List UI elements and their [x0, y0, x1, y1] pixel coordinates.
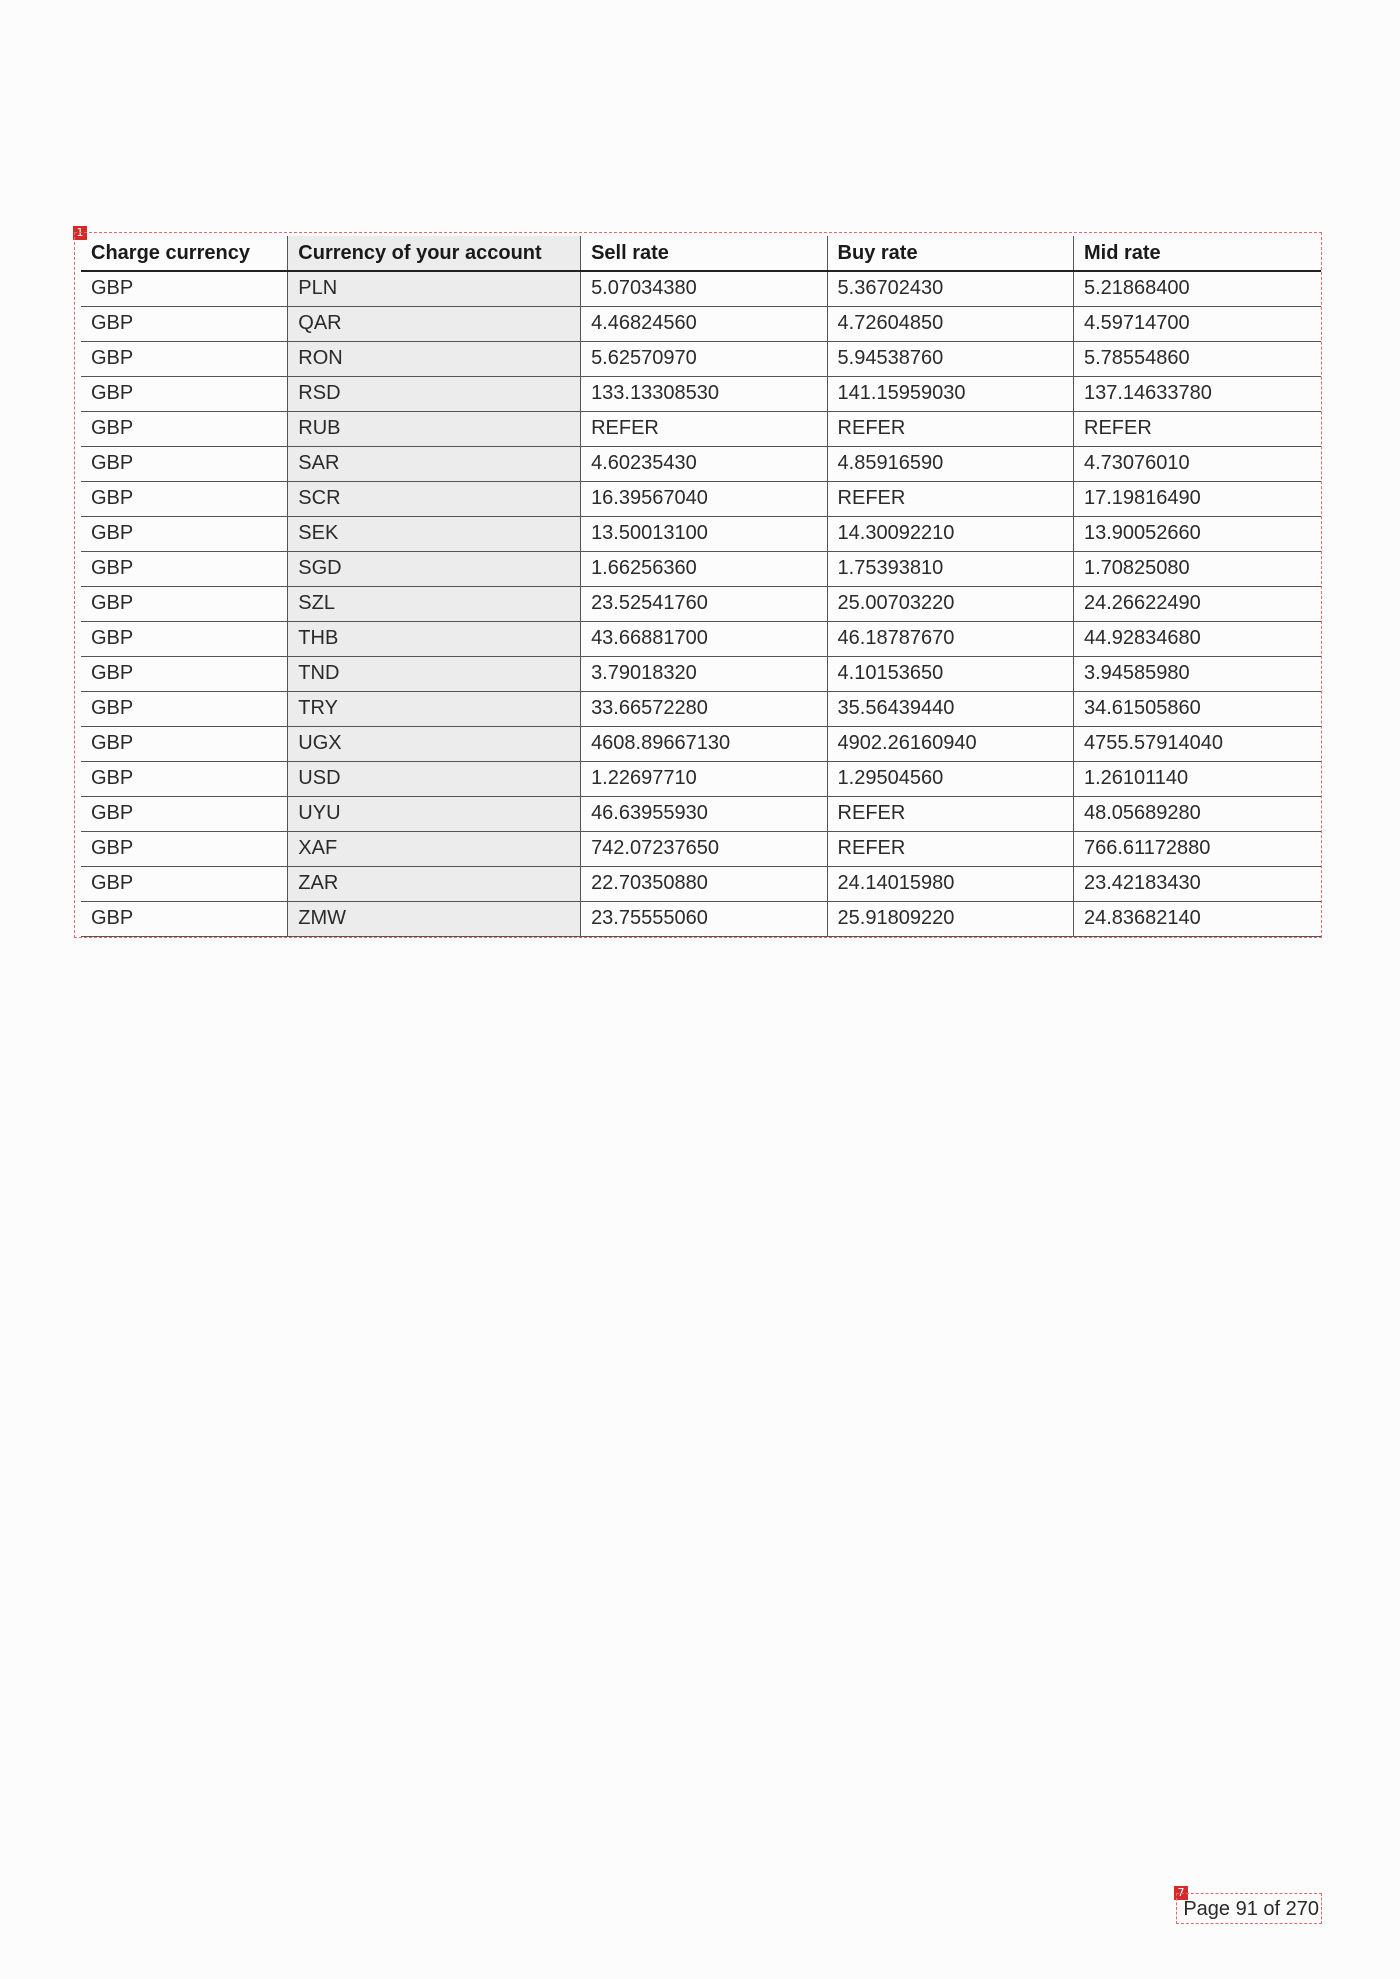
charge-currency-cell: GBP [81, 551, 288, 586]
account-currency-cell: ZMW [288, 901, 581, 936]
sell-rate-cell: 1.22697710 [581, 761, 827, 796]
mid-rate-cell: 17.19816490 [1074, 481, 1322, 516]
charge-currency-cell: GBP [81, 831, 288, 866]
mid-rate-cell: 1.70825080 [1074, 551, 1322, 586]
sell-rate-cell: 22.70350880 [581, 866, 827, 901]
mid-rate-cell: 44.92834680 [1074, 621, 1322, 656]
sell-rate-cell: 33.66572280 [581, 691, 827, 726]
sell-rate-cell: 23.52541760 [581, 586, 827, 621]
table-row [81, 446, 1321, 481]
account-currency-cell: TRY [288, 691, 581, 726]
table-row [81, 656, 1321, 691]
mid-rate-cell: 48.05689280 [1074, 796, 1322, 831]
header-charge-currency: Charge currency [81, 236, 288, 271]
charge-currency-cell: GBP [81, 621, 288, 656]
table-row [81, 551, 1321, 586]
table-row [81, 831, 1321, 866]
mid-rate-cell: REFER [1074, 411, 1322, 446]
charge-currency-cell: GBP [81, 271, 288, 306]
header-mid-rate: Mid rate [1074, 236, 1322, 271]
charge-currency-cell: GBP [81, 656, 288, 691]
account-currency-cell: XAF [288, 831, 581, 866]
sell-rate-cell: 5.07034380 [581, 271, 827, 306]
buy-rate-cell: 4902.26160940 [827, 726, 1073, 761]
table-header-row [81, 236, 1321, 271]
account-currency-cell: SCR [288, 481, 581, 516]
sell-rate-cell: 46.63955930 [581, 796, 827, 831]
buy-rate-cell: 14.30092210 [827, 516, 1073, 551]
table-row [81, 796, 1321, 831]
buy-rate-cell: 35.56439440 [827, 691, 1073, 726]
sell-rate-cell: 13.50013100 [581, 516, 827, 551]
account-currency-cell: RON [288, 341, 581, 376]
buy-rate-cell: 24.14015980 [827, 866, 1073, 901]
account-currency-cell: RUB [288, 411, 581, 446]
buy-rate-cell: REFER [827, 831, 1073, 866]
mid-rate-cell: 766.61172880 [1074, 831, 1322, 866]
sell-rate-cell: 4608.89667130 [581, 726, 827, 761]
buy-rate-cell: 4.85916590 [827, 446, 1073, 481]
account-currency-cell: SZL [288, 586, 581, 621]
mid-rate-cell: 4755.57914040 [1074, 726, 1322, 761]
buy-rate-cell: 25.00703220 [827, 586, 1073, 621]
table-row [81, 376, 1321, 411]
buy-rate-cell: REFER [827, 796, 1073, 831]
charge-currency-cell: GBP [81, 866, 288, 901]
charge-currency-cell: GBP [81, 306, 288, 341]
table-row [81, 411, 1321, 446]
region-marker-footer: 7 [1174, 1886, 1188, 1900]
charge-currency-cell: GBP [81, 726, 288, 761]
charge-currency-cell: GBP [81, 691, 288, 726]
account-currency-cell: UYU [288, 796, 581, 831]
sell-rate-cell: 133.13308530 [581, 376, 827, 411]
sell-rate-cell: 16.39567040 [581, 481, 827, 516]
charge-currency-cell: GBP [81, 796, 288, 831]
header-account-currency: Currency of your account [288, 236, 581, 271]
table-row [81, 586, 1321, 621]
buy-rate-cell: 25.91809220 [827, 901, 1073, 936]
table-row [81, 901, 1321, 936]
sell-rate-cell: 3.79018320 [581, 656, 827, 691]
sell-rate-cell: REFER [581, 411, 827, 446]
buy-rate-cell: 5.94538760 [827, 341, 1073, 376]
table-row [81, 481, 1321, 516]
header-sell-rate: Sell rate [581, 236, 827, 271]
charge-currency-cell: GBP [81, 516, 288, 551]
sell-rate-cell: 5.62570970 [581, 341, 827, 376]
table-row [81, 271, 1321, 306]
sell-rate-cell: 1.66256360 [581, 551, 827, 586]
mid-rate-cell: 1.26101140 [1074, 761, 1322, 796]
header-buy-rate: Buy rate [827, 236, 1073, 271]
rates-table-region [74, 232, 1322, 938]
charge-currency-cell: GBP [81, 586, 288, 621]
mid-rate-cell: 3.94585980 [1074, 656, 1322, 691]
charge-currency-cell: GBP [81, 901, 288, 936]
charge-currency-cell: GBP [81, 761, 288, 796]
account-currency-cell: UGX [288, 726, 581, 761]
charge-currency-cell: GBP [81, 341, 288, 376]
buy-rate-cell: 4.72604850 [827, 306, 1073, 341]
account-currency-cell: SAR [288, 446, 581, 481]
charge-currency-cell: GBP [81, 481, 288, 516]
mid-rate-cell: 5.21868400 [1074, 271, 1322, 306]
sell-rate-cell: 4.46824560 [581, 306, 827, 341]
account-currency-cell: ZAR [288, 866, 581, 901]
buy-rate-cell: 46.18787670 [827, 621, 1073, 656]
buy-rate-cell: 5.36702430 [827, 271, 1073, 306]
table-row [81, 621, 1321, 656]
charge-currency-cell: GBP [81, 446, 288, 481]
region-marker-table: 1 [73, 226, 87, 240]
mid-rate-cell: 4.59714700 [1074, 306, 1322, 341]
mid-rate-cell: 24.26622490 [1074, 586, 1322, 621]
mid-rate-cell: 4.73076010 [1074, 446, 1322, 481]
table-row [81, 516, 1321, 551]
mid-rate-cell: 24.83682140 [1074, 901, 1322, 936]
buy-rate-cell: 4.10153650 [827, 656, 1073, 691]
mid-rate-cell: 13.90052660 [1074, 516, 1322, 551]
page-number: Page 91 of 270 [1176, 1893, 1322, 1924]
sell-rate-cell: 23.75555060 [581, 901, 827, 936]
table-row [81, 726, 1321, 761]
account-currency-cell: PLN [288, 271, 581, 306]
table-row [81, 691, 1321, 726]
table-body [81, 271, 1321, 936]
mid-rate-cell: 34.61505860 [1074, 691, 1322, 726]
account-currency-cell: SGD [288, 551, 581, 586]
mid-rate-cell: 137.14633780 [1074, 376, 1322, 411]
account-currency-cell: QAR [288, 306, 581, 341]
account-currency-cell: TND [288, 656, 581, 691]
account-currency-cell: RSD [288, 376, 581, 411]
buy-rate-cell: 1.75393810 [827, 551, 1073, 586]
table-row [81, 341, 1321, 376]
table-row [81, 761, 1321, 796]
account-currency-cell: THB [288, 621, 581, 656]
sell-rate-cell: 4.60235430 [581, 446, 827, 481]
buy-rate-cell: 141.15959030 [827, 376, 1073, 411]
table-row [81, 306, 1321, 341]
table-row [81, 866, 1321, 901]
buy-rate-cell: REFER [827, 411, 1073, 446]
sell-rate-cell: 742.07237650 [581, 831, 827, 866]
exchange-rates-table [81, 236, 1321, 937]
account-currency-cell: SEK [288, 516, 581, 551]
buy-rate-cell: 1.29504560 [827, 761, 1073, 796]
charge-currency-cell: GBP [81, 411, 288, 446]
charge-currency-cell: GBP [81, 376, 288, 411]
sell-rate-cell: 43.66881700 [581, 621, 827, 656]
buy-rate-cell: REFER [827, 481, 1073, 516]
account-currency-cell: USD [288, 761, 581, 796]
mid-rate-cell: 5.78554860 [1074, 341, 1322, 376]
mid-rate-cell: 23.42183430 [1074, 866, 1322, 901]
